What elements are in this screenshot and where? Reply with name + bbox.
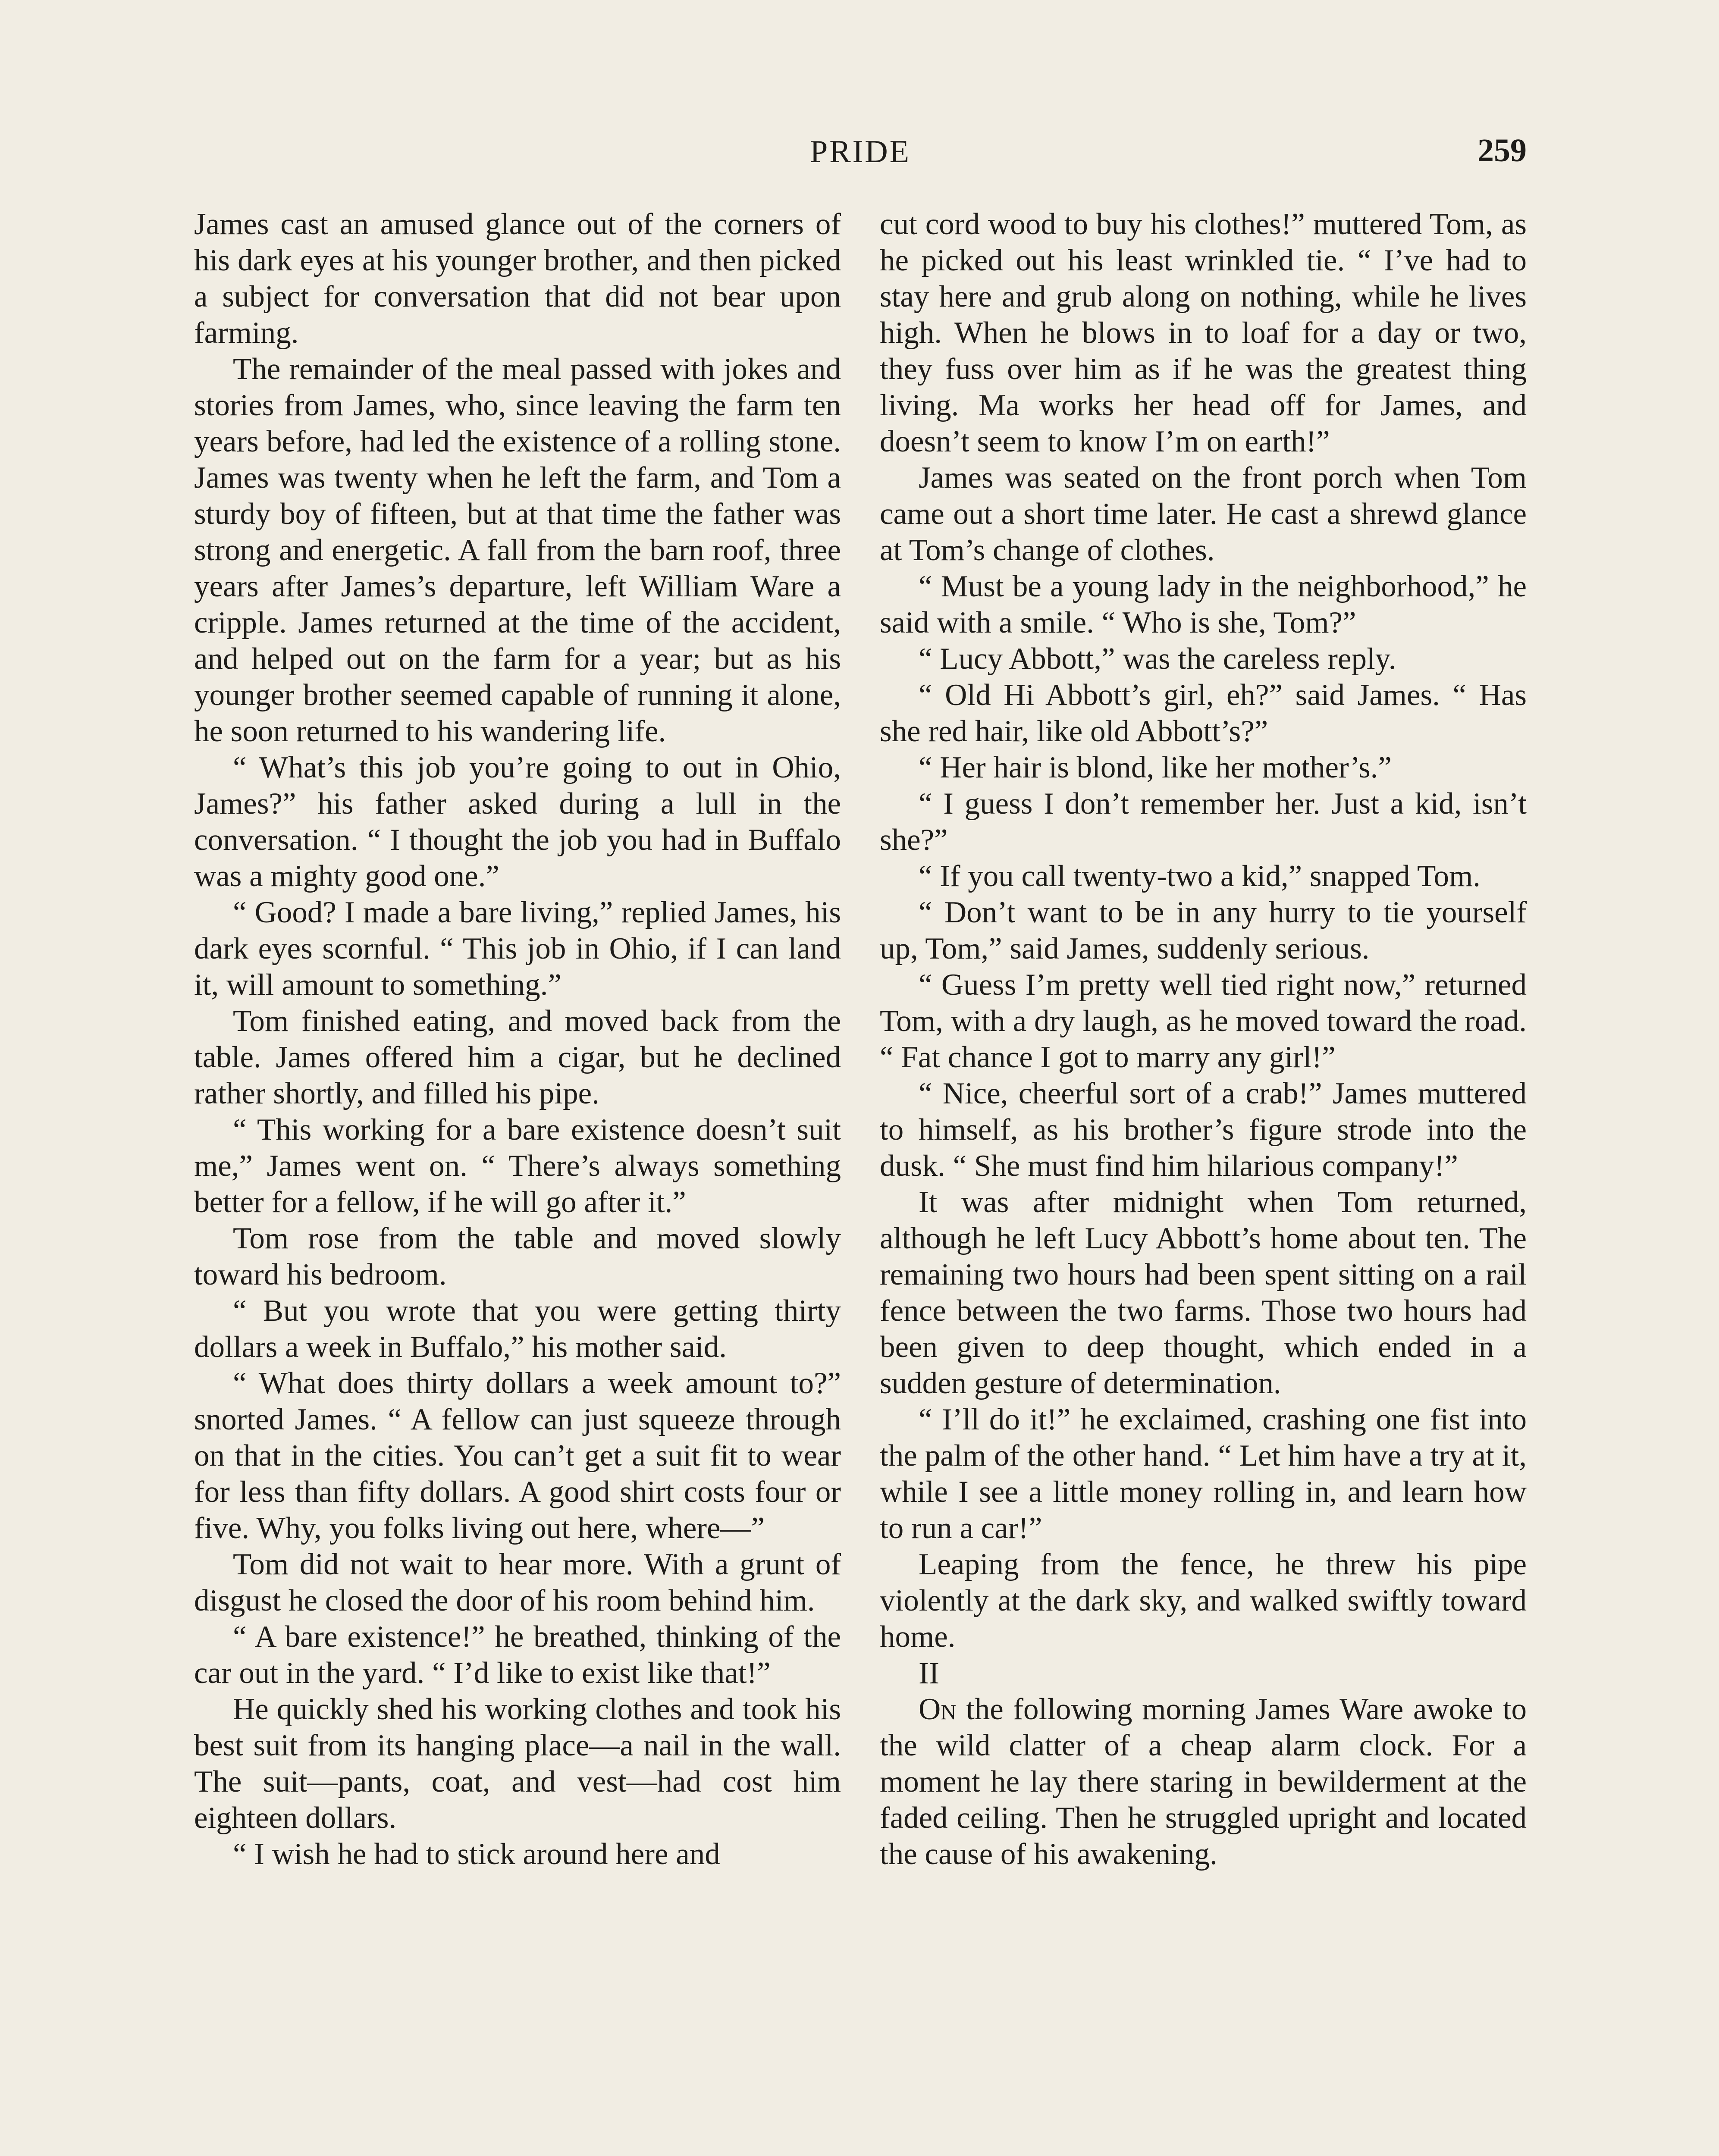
section-heading: II xyxy=(919,1656,939,1690)
section-opening-text: the following morning James Ware awoke to the wild clatter of a cheap alarm clock. For a moment he lay there staring in bewilderment at the faded ceiling. Then he struggled upright and located the cause of his awakening. xyxy=(880,1692,1527,1871)
paragraph: It was after midnight when Tom returned, although he left Lucy Abbott’s home about ten. The remaining two hours had been spent sitting on a rail fence between the two farms. Those two hours had been given to deep thought, which ended in a sudden gesture of determination. xyxy=(880,1185,1527,1400)
running-title: PRIDE xyxy=(810,134,911,169)
page-number: 259 xyxy=(1477,132,1527,169)
section-opening-paragraph xyxy=(880,1691,1527,1872)
paragraph: “ What’s this job you’re going to out in Ohio, James?” his father asked during a lull in the conversation. “ I thought the job you had in Buffalo was a mighty good one.” xyxy=(194,751,841,893)
paragraph: Leaping from the fence, he threw his pipe violently at the dark sky, and walked swiftly toward home. xyxy=(880,1548,1527,1654)
section-opening-word: On xyxy=(919,1692,957,1726)
paragraph: The remainder of the meal passed with jokes and stories from James, who, since leaving the farm ten years before, had led the existence of a rolling stone. James was twenty when he left the farm, and Tom a sturdy boy of fifteen, but at that time the father was strong and energetic. A fall from the barn roof, three years after James’s departure, left William Ware a cripple. James returned at the time of the accident, and helped out on the farm for a year; but as his younger brother seemed capable of running it alone, he soon returned to his wandering life. xyxy=(194,352,841,748)
paragraph-continuation: cut cord wood to buy his clothes!” muttered Tom, as he picked out his least wrinkled tie. “ I’ve had to stay here and grub along on nothing, while he lives high. When he blows in to loaf for a day or two, they fuss over him as if he was the greatest thing living. Ma works her head off for James, and doesn’t seem to know I’m on earth!” xyxy=(880,207,1527,458)
paragraph: “ What does thirty dollars a week amount to?” snorted James. “ A fellow can just squeeze through on that in the cities. You can’t get a suit fit to wear for less than fifty dollars. A good shirt costs four or five. Why, you folks living out here, where—” xyxy=(194,1366,841,1545)
paragraph: Tom finished eating, and moved back from the table. James offered him a cigar, but he declined rather shortly, and filled his pipe. xyxy=(194,1004,841,1110)
paragraph: James cast an amused glance out of the corners of his dark eyes at his younger brother, and then picked a subject for conversation that did not bear upon farming. xyxy=(194,207,841,350)
paragraph: “ This working for a bare existence doesn’t suit me,” James went on. “ There’s always something better for a fellow, if he will go after it.” xyxy=(194,1113,841,1219)
paragraph: “ Good? I made a bare living,” replied James, his dark eyes scornful. “ This job in Ohio, if I can land it, will amount to something.” xyxy=(194,896,841,1002)
right-column xyxy=(880,206,1527,1872)
paragraph: He quickly shed his working clothes and took his best suit from its hanging place—a nail in the wall. The suit—pants, coat, and vest—had cost him eighteen dollars. xyxy=(194,1692,841,1835)
paragraph: “ I wish he had to stick around here and xyxy=(233,1837,720,1871)
paragraph: “ A bare existence!” he breathed, thinking of the car out in the yard. “ I’d like to exist like that!” xyxy=(194,1620,841,1690)
paragraph: “ I guess I don’t remember her. Just a kid, isn’t she?” xyxy=(880,787,1527,857)
paragraph: “ If you call twenty-two a kid,” snapped Tom. xyxy=(919,859,1481,893)
paragraph: “ Old Hi Abbott’s girl, eh?” said James. “ Has she red hair, like old Abbott’s?” xyxy=(880,678,1527,748)
paragraph: Tom rose from the table and moved slowly toward his bedroom. xyxy=(194,1222,841,1291)
paragraph: “ Lucy Abbott,” was the careless reply. xyxy=(919,642,1396,676)
paragraph: “ Her hair is blond, like her mother’s.” xyxy=(919,751,1392,784)
paragraph: Tom did not wait to hear more. With a grunt of disgust he closed the door of his room behind him. xyxy=(194,1548,841,1617)
paragraph: “ But you wrote that you were getting thirty dollars a week in Buffalo,” his mother said. xyxy=(194,1294,841,1364)
paragraph: “ I’ll do it!” he exclaimed, crashing one fist into the palm of the other hand. “ Let him have a try at it, while I see a little money rolling in, and learn how to run a car!” xyxy=(880,1403,1527,1545)
left-column xyxy=(194,206,841,1872)
paragraph: “ Guess I’m pretty well tied right now,” returned Tom, with a dry laugh, as he moved toward the road. “ Fat chance I got to marry any girl!” xyxy=(880,968,1527,1074)
page-header xyxy=(194,129,1527,181)
paragraph: “ Nice, cheerful sort of a crab!” James muttered to himself, as his brother’s figure strode into the dusk. “ She must find him hilarious company!” xyxy=(880,1077,1527,1183)
paragraph: James was seated on the front porch when Tom came out a short time later. He cast a shrewd glance at Tom’s change of clothes. xyxy=(880,461,1527,567)
paragraph: “ Don’t want to be in any hurry to tie yourself up, Tom,” said James, suddenly serious. xyxy=(880,896,1527,965)
paragraph: “ Must be a young lady in the neighborhood,” he said with a smile. “ Who is she, Tom?” xyxy=(880,570,1527,639)
